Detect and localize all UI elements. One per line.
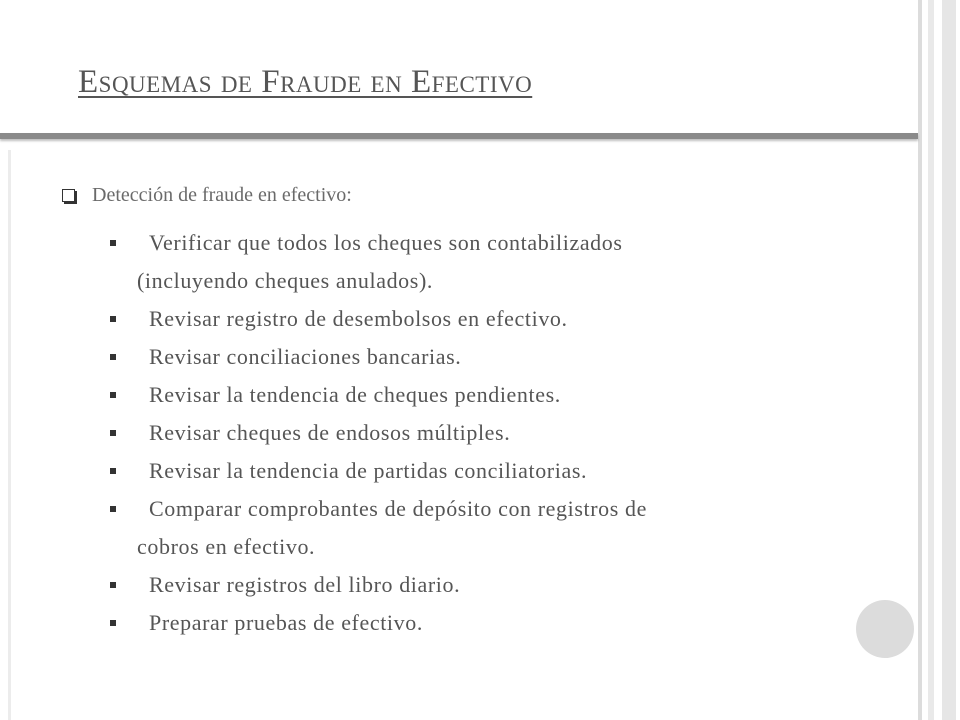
list-item-text: Revisar la tendencia de partidas conciliatorias. xyxy=(149,458,588,483)
title-divider xyxy=(0,133,918,139)
list-item xyxy=(62,300,902,338)
list-item-text: Revisar la tendencia de cheques pendientes. xyxy=(149,382,561,407)
list-item xyxy=(62,414,902,452)
list-item-text: Preparar pruebas de efectivo. xyxy=(149,610,423,635)
square-bullet-icon xyxy=(110,392,116,398)
square-bullet-icon xyxy=(110,620,116,626)
checkbox-bullet-icon xyxy=(62,189,75,202)
list-item-continuation: (incluyendo cheques anulados). xyxy=(137,268,433,293)
square-bullet-icon xyxy=(110,430,116,436)
list-item xyxy=(62,224,902,300)
square-bullet-icon xyxy=(110,316,116,322)
list-item xyxy=(62,338,902,376)
square-bullet-icon xyxy=(110,354,116,360)
list-item xyxy=(62,376,902,414)
section-heading xyxy=(62,180,902,210)
bullet-list xyxy=(62,224,902,642)
square-bullet-icon xyxy=(110,240,116,246)
list-item xyxy=(62,566,902,604)
list-item xyxy=(62,490,902,566)
square-bullet-icon xyxy=(110,582,116,588)
edge-stripe xyxy=(918,0,922,720)
square-bullet-icon xyxy=(110,468,116,474)
list-item-text: Revisar conciliaciones bancarias. xyxy=(149,344,462,369)
content-section xyxy=(62,180,902,642)
slide-title: Esquemas de Fraude en Efectivo xyxy=(78,64,533,100)
list-item-text: Comparar comprobantes de depósito con registros de xyxy=(149,496,647,521)
list-item xyxy=(62,452,902,490)
list-item-continuation: cobros en efectivo. xyxy=(137,534,316,559)
list-item-text: Revisar registros del libro diario. xyxy=(149,572,461,597)
decorative-circle xyxy=(856,600,914,658)
edge-stripe xyxy=(942,0,956,720)
list-item-text: Verificar que todos los cheques son contabilizados xyxy=(149,230,623,255)
section-heading-text: Detección de fraude en efectivo: xyxy=(92,183,352,206)
left-edge-line xyxy=(8,150,11,720)
list-item-text: Revisar registro de desembolsos en efectivo. xyxy=(149,306,568,331)
square-bullet-icon xyxy=(110,506,116,512)
list-item xyxy=(62,604,902,642)
edge-stripe xyxy=(928,0,934,720)
list-item-text: Revisar cheques de endosos múltiples. xyxy=(149,420,511,445)
